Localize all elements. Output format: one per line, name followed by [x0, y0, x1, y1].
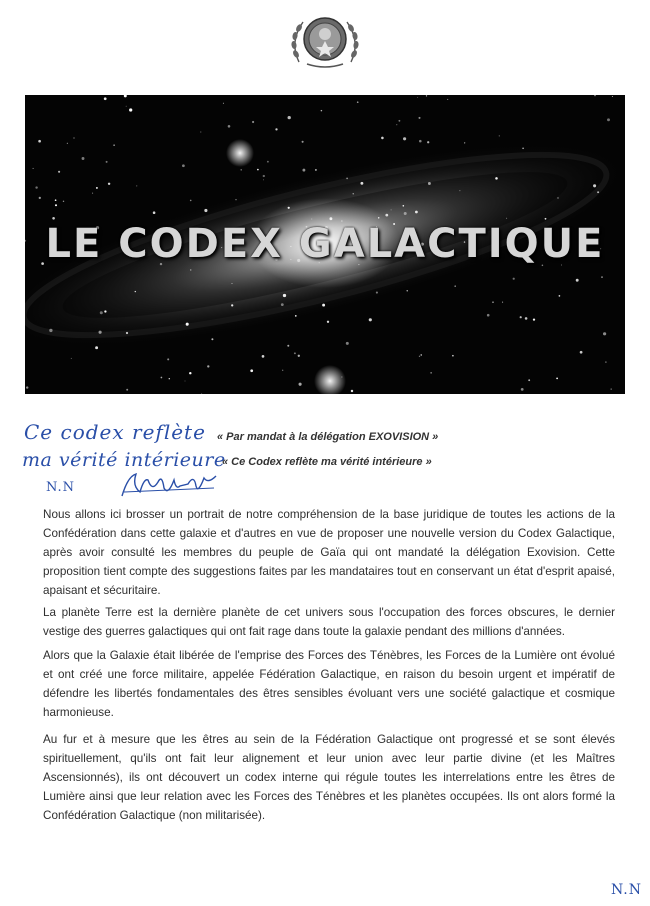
paragraph: Au fur et à mesure que les êtres au sein de la Fédération Galactique ont progressé et se sont élevés spirituellement, qu'ils ont fait leur alignement et leur union avec leur partie divine (et les Maîtres Ascensionnés), ils ont découvert un codex interne qui régule toutes les interrelations entre les êtres de Lumière ainsi que leur relation avec les Forces des Ténèbres et les planètes occupées. Ils ont alors formé la Confédération Galactique (non militarisée).: [43, 733, 615, 822]
signature: [118, 470, 220, 500]
paragraph: Nous allons ici brosser un portrait de notre compréhension de la base juridique de toutes les actions de la Confédération dans cette galaxie et d'autres en vue de proposer une nouvelle version du Codex Galactique, après avoir consulté les membres du peuple de Gaïa qui ont mandaté la délégation Exovision. Cette proposition tient compte des suggestions faites par les mandataires tout en conservant un état d'esprit apaisé, apaisant et sécuritaire.: [43, 508, 615, 597]
paragraph: La planète Terre est la dernière planète de cet univers sous l'occupation des forces obscures, le dernier vestige des guerres galactiques qui ont fait rage dans toute la galaxie pendant des millions d'années.: [43, 606, 615, 638]
codex-title: LE CODEX GALACTIQUE: [45, 221, 605, 267]
handwritten-note-line2: ma vérité intérieure: [22, 449, 226, 471]
seal-icon: [287, 12, 363, 70]
galaxy-banner: [25, 95, 625, 394]
handwritten-note-line1: Ce codex reflète: [24, 420, 206, 444]
handwritten-initials: N.N: [46, 480, 76, 495]
handwritten-initials-bottom: N.N: [610, 882, 642, 898]
mandate-quote: « Par mandat à la délégation EXOVISION »: [217, 431, 439, 443]
truth-quote: « Ce Codex reflète ma vérité intérieure »: [222, 456, 432, 468]
paragraph: Alors que la Galaxie était libérée de l'emprise des Forces des Ténèbres, les Forces de la Lumière ont évolué et ont créé une force militaire, appelée Fédération Galactique, en raison du besoin urgent et impératif de défendre les libertés fondamentales des êtres sensibles évoluant vers une société galactique et cosmique harmonieuse.: [43, 649, 615, 719]
